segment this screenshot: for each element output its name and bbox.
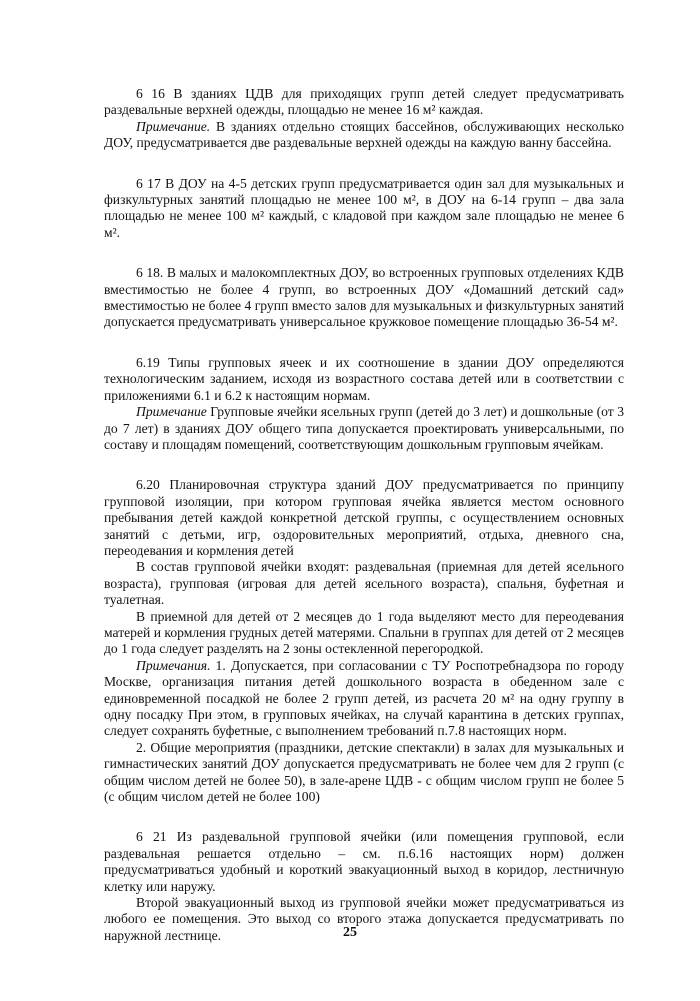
section-6-20	[104, 477, 624, 805]
note-text: Групповые ячейки ясельных групп (детей до 3 лет) и дошкольные (от 3 до 7 лет) в зданиях ДОУ общего типа допускается проектировать универсальными, по составу и площадям помещений, соответствующим дошкольным групповым ячейкам.	[104, 404, 624, 452]
paragraph-text: 6 17 В ДОУ на 4-5 детских групп предусматривается один зал для музыкальных и физкультурных занятий площадью не менее 100 м², в ДОУ на 6-14 групп – два зала площадью не менее 100 м² каждый, с кладовой при каждом зале площадью не менее 6 м².	[104, 175, 624, 240]
paragraph-text: В приемной для детей от 2 месяцев до 1 года выделяют место для переодевания матерей и кормления грудных детей матерями. Спальни в группах для детей от 2 месяцев до 1 года следует разделять на 2 зоны остекленной перегородкой.	[104, 608, 624, 657]
note-label: Примечания.	[136, 657, 211, 673]
section-6-16	[104, 86, 624, 152]
note-label: Примечание.	[136, 118, 211, 134]
note-text: 1. Допускается, при согласовании с ТУ Роспотребнадзора по городу Москве, организация питания детей дошкольного возраста в обеденном зале с единовременной посадкой не более 2 групп детей, из расчета 20 м² на одну группу в одну посадку При этом, в групповых ячейках, на случай карантина в детских группах, следует сохранять буфетные, с выполнением требований п.7.8 настоящих норм.	[104, 657, 624, 739]
paragraph-text: 6 16 В зданиях ЦДВ для приходящих групп детей следует предусматривать раздевальные верхней одежды, площадью не менее 16 м² каждая.	[104, 86, 624, 118]
document-page	[104, 86, 624, 968]
note-6-16	[104, 119, 624, 152]
section-6-19	[104, 355, 624, 453]
paragraph-6-19	[104, 355, 624, 404]
section-6-17	[104, 176, 624, 242]
paragraph-text: В состав групповой ячейки входят: раздевальная (приемная для детей ясельного возраста), групповая (игровая для детей ясельного возраста), спальня, буфетная и туалетная.	[104, 559, 624, 608]
paragraph-text: 6.19 Типы групповых ячеек и их соотношение в здании ДОУ определяются технологическим заданием, исходя из возрастного состава детей или в соответствии с приложениями 6.1 и 6.2 к настоящим нормам.	[104, 354, 624, 403]
paragraph-reception-infants	[104, 609, 624, 658]
note-text: В зданиях отдельно стоящих бассейнов, обслуживающих несколько ДОУ, предусматривается две раздевальные верхней одежды на каждую ванну бассейна.	[104, 118, 624, 151]
note-6-20-1	[104, 658, 624, 740]
paragraph-6-20	[104, 477, 624, 559]
page-number: 25	[343, 925, 357, 940]
paragraph-group-cell-composition	[104, 559, 624, 608]
paragraph-6-18	[104, 265, 624, 331]
paragraph-6-21	[104, 829, 624, 895]
section-6-18	[104, 265, 624, 331]
note-text: 2. Общие мероприятия (праздники, детские спектакли) в залах для музыкальных и гимнастических занятий ДОУ допускается предусматривать не более чем для 2 групп (с общим числом детей не более 50), в зале-арене ЦДВ - с общим числом групп не более 5 (с общим числом детей не более 100)	[104, 739, 624, 805]
paragraph-text: Второй эвакуационный выход из групповой ячейки может предусматриваться из любого ее помещения. Это выход со второго этажа допускается предусматривать по наружной лестнице.	[104, 895, 624, 943]
paragraph-text: 6 18. В малых и малокомплектных ДОУ, во встроенных групповых отделениях КДВ вместимостью не более 4 групп, во встроенных ДОУ «Домашний детский сад» вместимостью не более 4 групп вместо залов для музыкальных и физкультурных занятий допускается предусматривать универсальное кружковое помещение площадью 36-54 м².	[104, 265, 624, 330]
paragraph-6-17	[104, 176, 624, 242]
note-6-20-2	[104, 740, 624, 806]
paragraph-text: 6 21 Из раздевальной групповой ячейки (или помещения групповой, если раздевальная решается отдельно – см. п.6.16 настоящих норм) должен предусматриваться удобный и короткий эвакуационный выход в коридор, лестничную клетку или наружу.	[104, 829, 624, 894]
paragraph-6-16	[104, 86, 624, 119]
note-label: Примечание	[136, 404, 207, 420]
note-6-19	[104, 404, 624, 453]
paragraph-text: 6.20 Планировочная структура зданий ДОУ предусматривается по принципу групповой изоляции, при котором групповая ячейка является местом основного пребывания детей каждой конкретной детской группы, с осуществлением основных занятий с детьми, игр, оздоровительных мероприятий, отдыха, дневного сна, переодевания и кормления детей	[104, 477, 624, 558]
